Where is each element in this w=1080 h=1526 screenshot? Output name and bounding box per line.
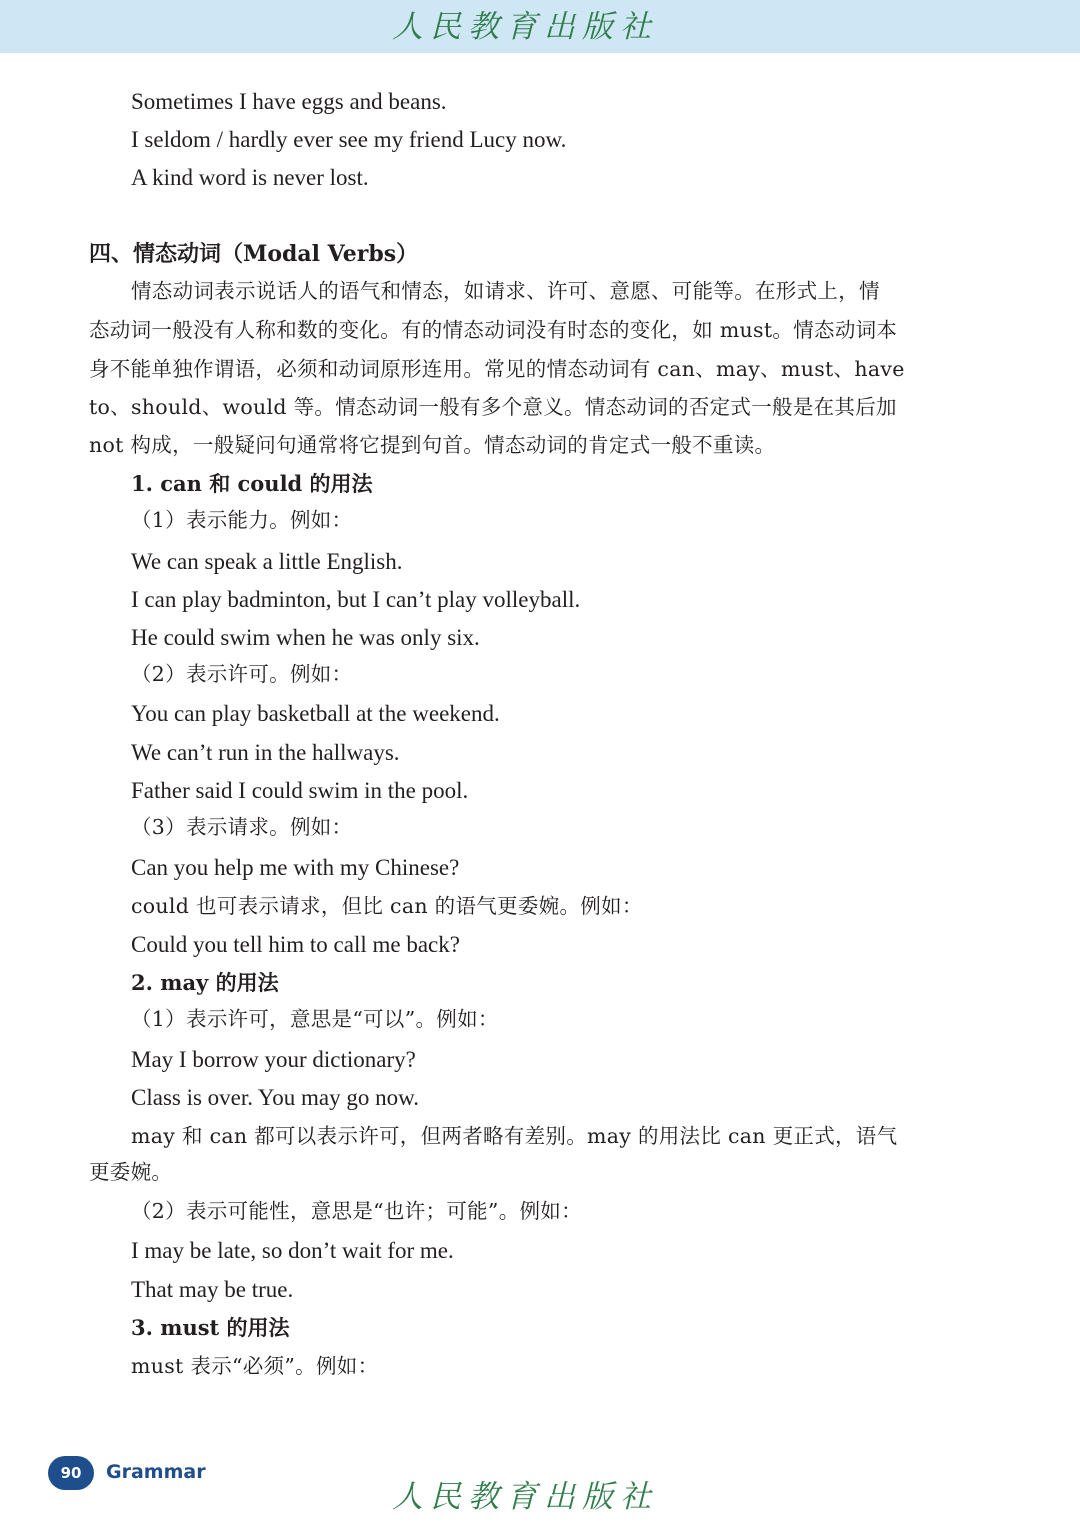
- paragraph-line: to、should、would 等。情态动词一般有多个意义。情态动词的否定式一般是在其后加: [89, 395, 897, 419]
- paragraph-line: may 和 can 都可以表示许可，但两者略有差别。may 的用法比 can 更正式，语气: [131, 1124, 898, 1148]
- example-sentence: He could swim when he was only six.: [131, 625, 480, 650]
- paragraph-line: not 构成，一般疑问句通常将它提到句首。情态动词的肯定式一般不重读。: [89, 433, 776, 457]
- publisher-logo-top: [392, 6, 692, 48]
- usage-label: （2）表示可能性，意思是“也许；可能”。例如：: [131, 1199, 582, 1223]
- usage-label: （3）表示请求。例如：: [131, 815, 353, 839]
- example-sentence: I seldom / hardly ever see my friend Lucy now.: [131, 127, 567, 152]
- paragraph-line: 更委婉。: [89, 1160, 173, 1184]
- usage-label: （2）表示许可。例如：: [131, 662, 353, 686]
- example-sentence: Class is over. You may go now.: [131, 1085, 419, 1110]
- paragraph-line: could 也可表示请求，但比 can 的语气更委婉。例如：: [131, 894, 643, 918]
- publisher-logo-bottom: [392, 1476, 692, 1518]
- example-sentence: A kind word is never lost.: [131, 165, 369, 190]
- paragraph-line: 态动词一般没有人称和数的变化。有的情态动词没有时态的变化，如 must。情态动词本: [89, 318, 898, 342]
- subsection-heading: 1. can 和 could 的用法: [131, 471, 373, 496]
- example-sentence: Sometimes I have eggs and beans.: [131, 89, 447, 114]
- section-label: Grammar: [106, 1461, 206, 1483]
- subsection-heading: 3. must 的用法: [131, 1315, 290, 1340]
- publisher-logo-text: 人民教育出版社: [392, 1479, 658, 1515]
- example-sentence: I may be late, so don’t wait for me.: [131, 1238, 454, 1263]
- paragraph-line: 身不能单独作谓语，必须和动词原形连用。常见的情态动词有 can、may、must、have: [89, 357, 905, 381]
- example-sentence: That may be true.: [131, 1277, 294, 1302]
- section-heading: 四、情态动词（Modal Verbs）: [89, 241, 419, 267]
- usage-label: （1）表示能力。例如：: [131, 508, 353, 532]
- example-sentence: Can you help me with my Chinese?: [131, 855, 460, 880]
- example-sentence: We can speak a little English.: [131, 549, 403, 574]
- usage-label: （1）表示许可，意思是“可以”。例如：: [131, 1007, 499, 1031]
- example-sentence: You can play basketball at the weekend.: [131, 701, 500, 726]
- paragraph-line: 情态动词表示说话人的语气和情态，如请求、许可、意愿、可能等。在形式上，情: [131, 279, 880, 303]
- page-number-badge: 90: [48, 1456, 94, 1490]
- example-sentence: Father said I could swim in the pool.: [131, 778, 469, 803]
- paragraph-line: must 表示“必须”。例如：: [131, 1354, 379, 1378]
- example-sentence: We can’t run in the hallways.: [131, 740, 400, 765]
- subsection-heading: 2. may 的用法: [131, 970, 279, 995]
- example-sentence: Could you tell him to call me back?: [131, 932, 460, 957]
- publisher-logo-text: 人民教育出版社: [392, 9, 658, 45]
- example-sentence: I can play badminton, but I can’t play volleyball.: [131, 587, 581, 612]
- example-sentence: May I borrow your dictionary?: [131, 1047, 416, 1072]
